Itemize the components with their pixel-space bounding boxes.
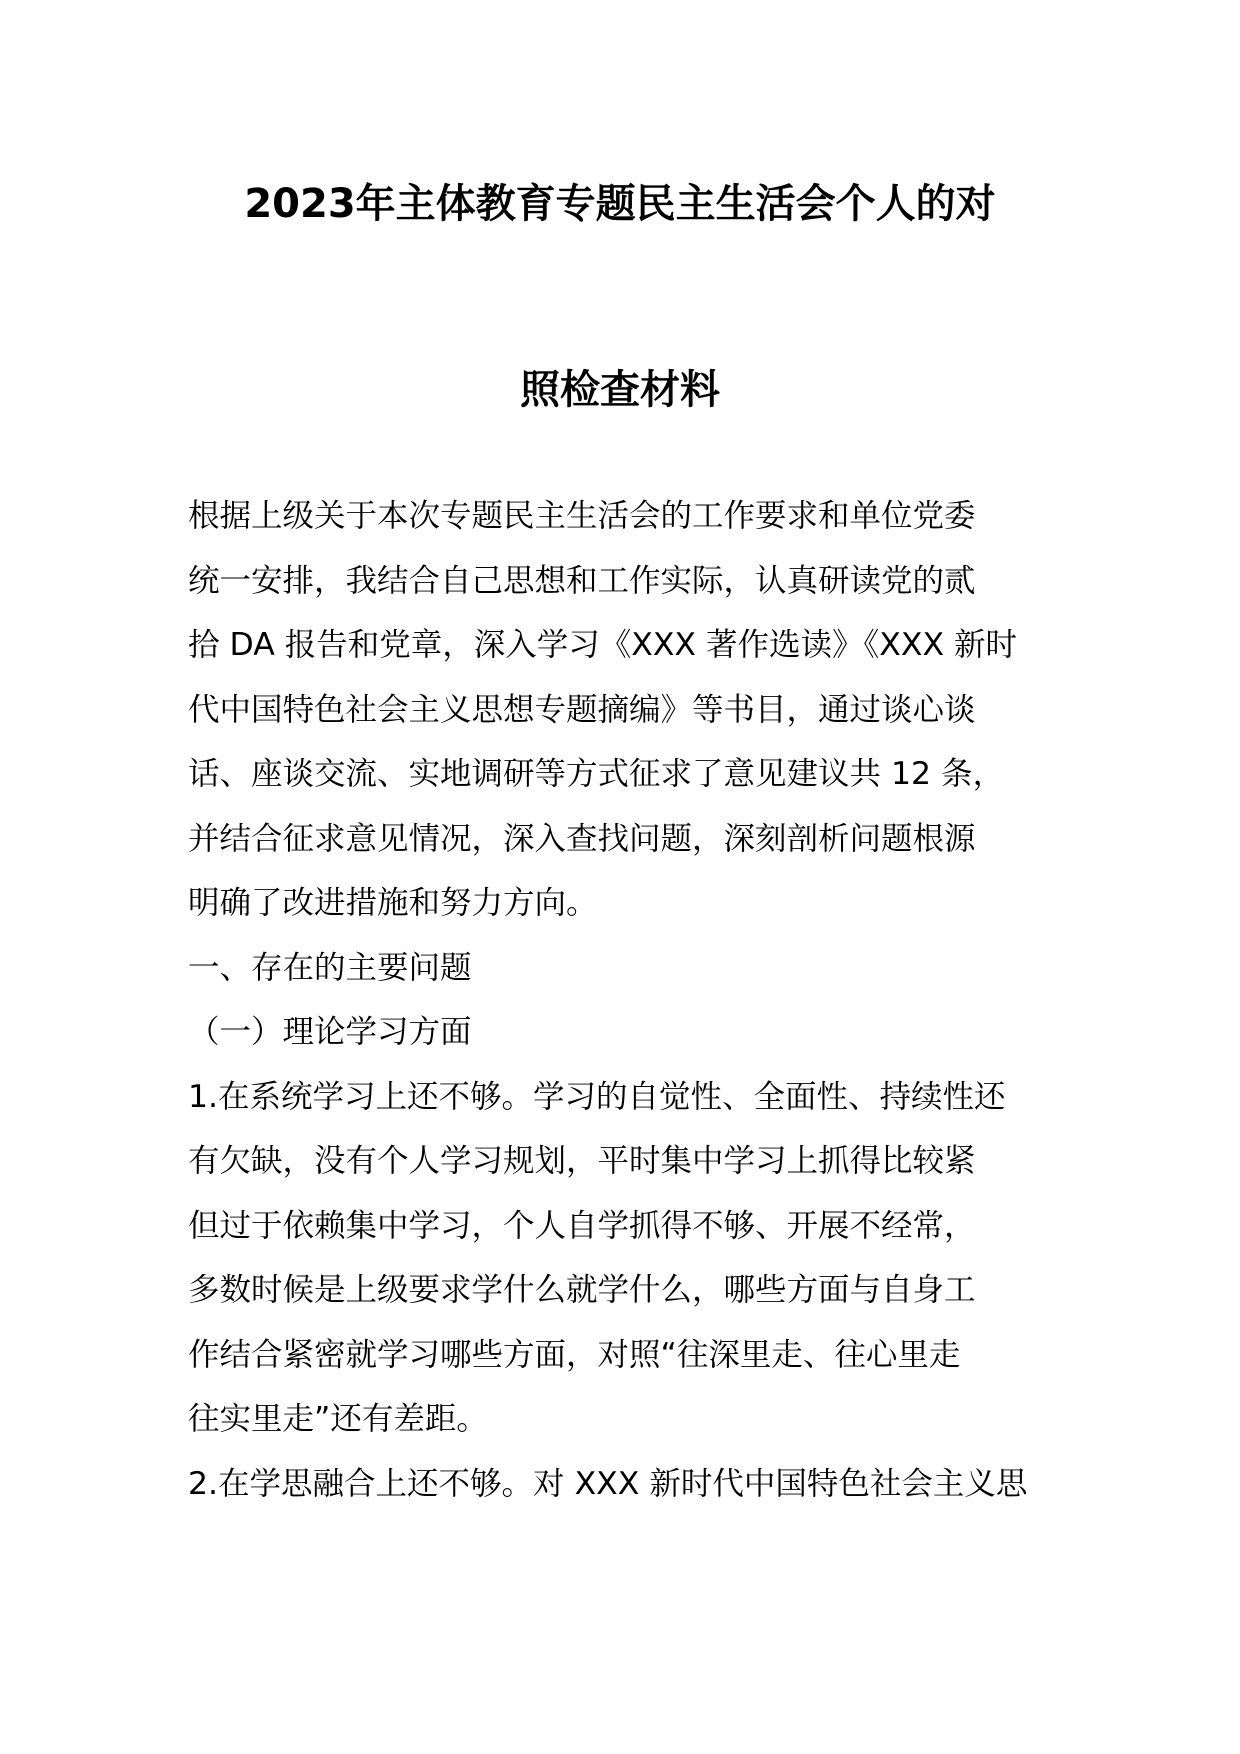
text-line: 1.在系统学习上还不够。学习的自觉性、全面性、持续性还 (188, 1078, 1006, 1115)
text-line: 往实里走”还有差距。 (188, 1401, 488, 1437)
text-line: 统一安排，我结合自己思想和工作实际，认真研读党的贰 (188, 562, 976, 599)
text-line: 拾 DA 报告和党章，深入学习《XXX 著作选读》《XXX 新时 (188, 627, 1018, 663)
text-line: 作结合紧密就学习哪些方面，对照“往深里走、往心里走 (188, 1336, 961, 1373)
text-line: 明确了改进措施和努力方向。 (188, 885, 598, 921)
text-line: 有欠缺，没有个人学习规划，平时集中学习上抓得比较紧 (188, 1143, 976, 1179)
subsection-heading: （一）理论学习方面 (188, 1014, 472, 1050)
text-line: 话、座谈交流、实地调研等方式征求了意见建议共 12 条， (188, 756, 1005, 792)
text-line: 并结合征求意见情况，深入查找问题，深刻剖析问题根源 (188, 820, 976, 857)
text-line: 代中国特色社会主义思想专题摘编》等书目，通过谈心谈 (188, 691, 976, 728)
document-title-line-2: 照检查材料 (520, 367, 720, 413)
document-body (188, 484, 1056, 1516)
section-heading: 一、存在的主要问题 (188, 949, 472, 986)
text-line: 2.在学思融合上还不够。对 XXX 新时代中国特色社会主义思 (188, 1465, 1028, 1502)
text-line: 多数时候是上级要求学什么就学什么，哪些方面与自身工 (188, 1272, 976, 1308)
text-line: 根据上级关于本次专题民主生活会的工作要求和单位党委 (188, 498, 976, 534)
document-title-line-1: 2023年主体教育专题民主生活会个人的对 (244, 181, 996, 227)
text-line: 但过于依赖集中学习，个人自学抓得不够、开展不经常， (188, 1207, 976, 1244)
